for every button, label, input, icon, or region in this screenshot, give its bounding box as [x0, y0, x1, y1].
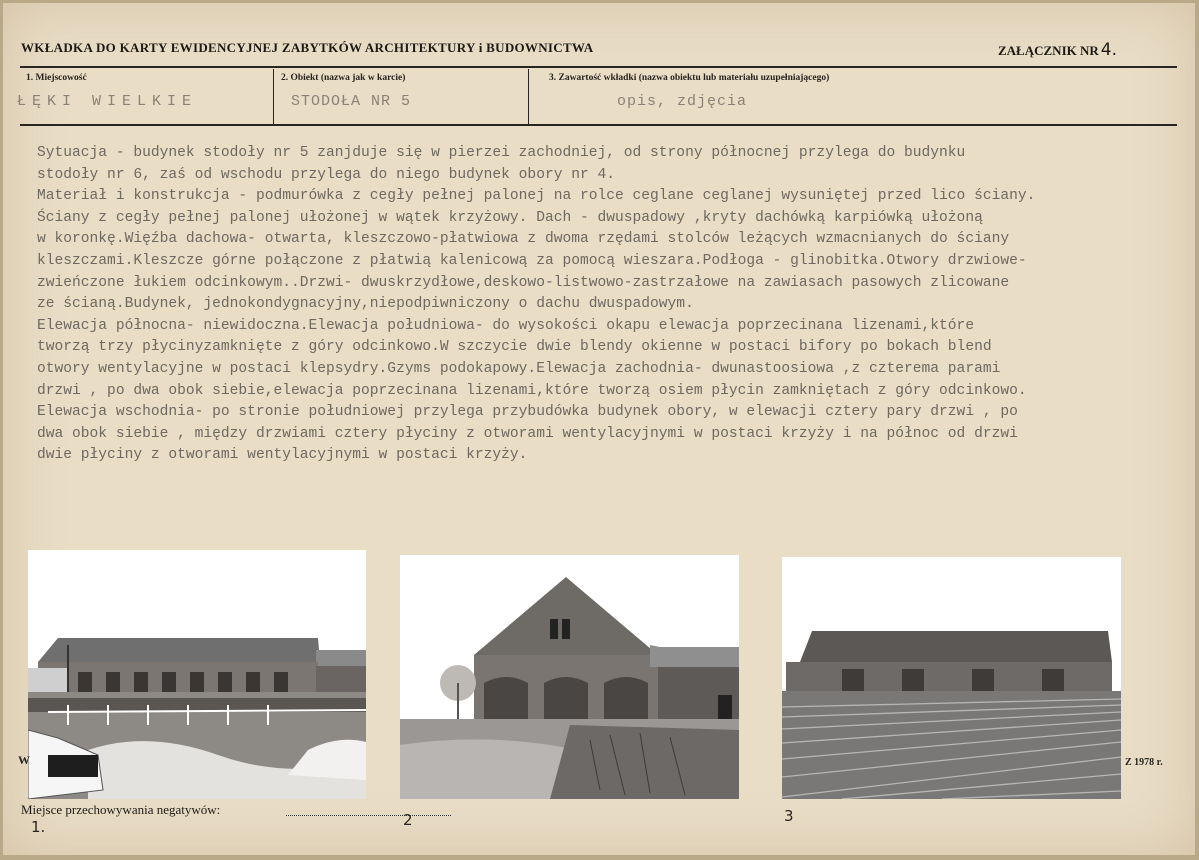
negatives-location-line	[286, 815, 451, 816]
description-line: Elewacja wschodnia- po stronie południowej przylega przybudówka budynek obory, w elewacji cztery pary drzwi , po	[37, 404, 1018, 421]
photo-number-3: 3	[784, 807, 794, 825]
field-value-locality: ŁĘKI WIELKIE	[17, 93, 198, 110]
photo-number-1: 1.	[31, 818, 46, 836]
description-line: kleszczami.Kleszcze górne połączone z płatwią kalenicową za pomocą wieszara.Podłoga - glinobitka.Otwory drzwiowe-	[37, 252, 1027, 269]
annex-number: 4.	[1100, 40, 1117, 60]
form-title: WKŁADKA DO KARTY EWIDENCYJNEJ ZABYTKÓW ARCHITEKTURY i BUDOWNICTWA	[21, 40, 594, 55]
record-sheet	[3, 3, 1195, 855]
header-top-rule	[20, 66, 1177, 68]
negatives-location-label: Miejsce przechowywania negatywów:	[21, 802, 221, 817]
field-divider-2	[528, 69, 529, 125]
description-line: tworzą trzy płycinyzamknięte z góry odcinkowo.W szczycie dwie blendy okienne w postaci bifory po bokach blend	[37, 339, 992, 356]
field-label-contents: 3. Zawartość wkładki (nazwa obiektu lub materiału uzupełniającego)	[549, 73, 830, 83]
field-divider-1	[273, 69, 274, 125]
description-line: otwory wentylacyjne w postaci klepsydry.Gzyms podokapowy.Elewacja zachodnia- dwunastoosiowa ,z czterema parami	[37, 360, 1001, 377]
left-edge-mark: W	[18, 753, 30, 767]
description-line: w koronkę.Więźba dachowa- otwarta, kleszczowo-płatwiowa z dwoma rzędami stolców leżących wzmacnianych do ściany	[37, 231, 1010, 248]
field-label-object: 2. Obiekt (nazwa jak w karcie)	[281, 73, 406, 83]
description-line: dwie płyciny z otworami wentylacyjnymi w postaci krzyży.	[37, 447, 528, 464]
description-line: zwieńczone łukiem odcinkowym..Drzwi- dwuskrzydłowe,deskowo-listwowo-zastrzałowe na zawiasach pasowych zlicowane	[37, 274, 1010, 291]
header-bottom-rule	[20, 124, 1177, 126]
annex-label-text: ZAŁĄCZNIK NR	[998, 43, 1099, 58]
description-line: Sytuacja - budynek stodoły nr 5 zanjduje się w pierzei zachodniej, od strony północnej przylega do budynku	[37, 145, 966, 161]
description-line: ze ścianą.Budynek, jednokondygnacyjny,niepodpiwniczony o dachu dwuspadowym.	[37, 296, 694, 313]
photo-1-barn-yard	[28, 550, 366, 799]
description-line: Materiał i konstrukcja - podmurówka z cegły pełnej palonej na rolce ceglane ceglanej wysuniętej przed lico ściany.	[37, 188, 1036, 205]
photo-3-barn-field	[782, 557, 1121, 799]
field-value-contents: opis, zdjęcia	[617, 93, 748, 110]
description-line: dwa obok siebie , między drzwiami cztery płyciny z otworami wentylacyjnymi w postaci krzyży i na północ od drzwi	[37, 425, 1018, 442]
photo-number-2: 2	[403, 811, 413, 829]
photo-2-barn-gable	[400, 555, 739, 799]
field-value-object: STODOŁA NR 5	[291, 93, 412, 110]
right-edge-date: Z 1978 r.	[1125, 757, 1163, 768]
description-line: Ściany z cegły pełnej palonej ułożonej w wątek krzyżowy. Dach - dwuspadowy ,kryty dachówką karpiówką ułożoną	[37, 209, 983, 226]
description-line: drzwi , po dwa obok siebie,elewacja poprzecinana lizenami,które tworzą osiem płycin zamkniętach z góry odcinkowo.	[37, 382, 1027, 399]
annex-label	[998, 40, 1117, 60]
description-line: stodoły nr 6, zaś od wschodu przylega do niego budynek obory nr 4.	[37, 166, 616, 183]
field-label-locality: 1. Miejscowość	[26, 73, 87, 83]
description-text	[37, 143, 1187, 467]
description-line: Elewacja północna- niewidoczna.Elewacja południowa- do wysokości okapu elewacja poprzecinana lizenami,które	[37, 317, 975, 334]
